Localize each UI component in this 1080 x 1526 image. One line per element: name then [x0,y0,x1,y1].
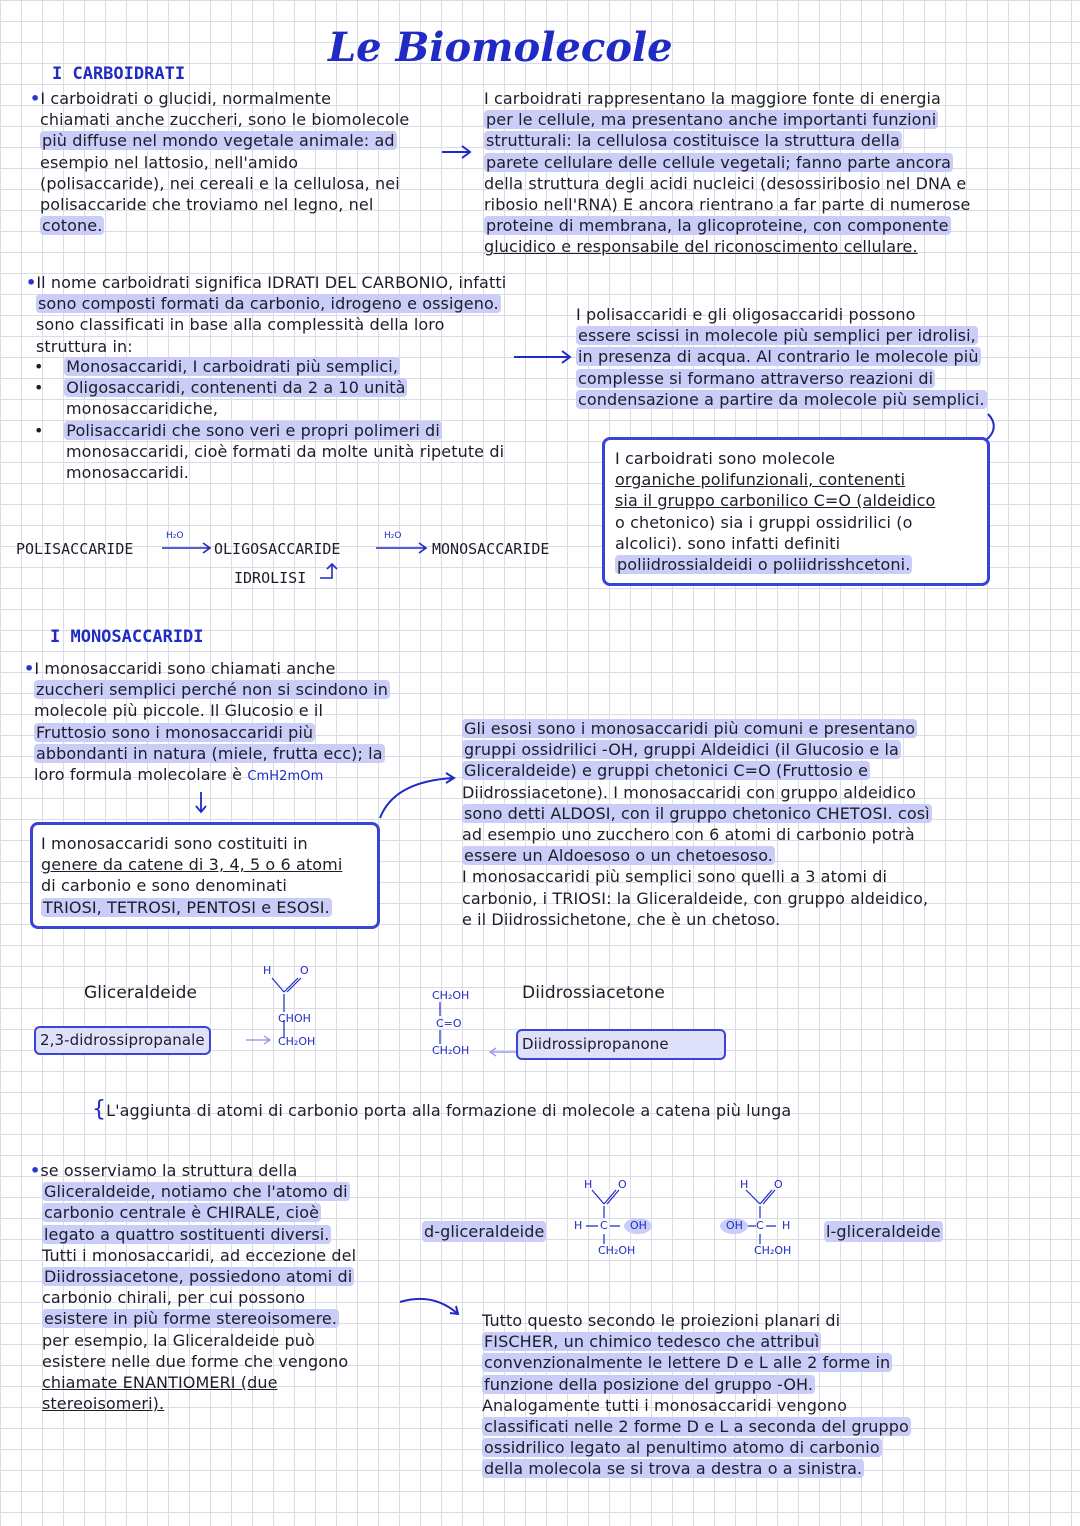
fischer-paragraph [482,1310,1042,1480]
text-line: della struttura degli acidi nucleici (desossiribosio nel DNA e [484,173,967,193]
text-line: strutturali: la cellulosa costituisce la struttura della [486,131,900,151]
text-line: essere un Aldoesoso o un chetoesoso. [464,846,773,866]
atom-label: O [300,964,309,977]
text-line: FISCHER, un chimico tedesco che attribuì [484,1332,820,1352]
water-label: H₂O [166,531,184,541]
text-line: cotone. [42,216,103,236]
text-line: Fruttosio sono i monosaccaridi più [36,722,314,742]
text-line: Gli esosi sono i monosaccaridi più comuni e presentano [464,719,916,738]
list-item-continuation: monosaccaridi, cioè formati da molte unità ripetute di [66,441,505,461]
text-line: stereoisomeri). [42,1394,165,1414]
text-line: I carboidrati o glucidi, normalmente [40,89,332,108]
section-heading-carboidrati: I CARBOIDRATI [52,64,186,84]
text-line: carbonio, i TRIOSI: la Gliceraldeide, con gruppo aldeidico, [462,888,929,908]
atom-label: H [263,964,272,977]
text-line: I monosaccaridi più semplici sono quelli a 3 atomi di [462,867,888,887]
atom-label: H [782,1219,791,1232]
l-gliceraldeide-structure [720,1176,820,1266]
atom-label: O [774,1178,783,1191]
arrow-right-icon [374,540,430,556]
atom-label: O [618,1178,627,1191]
diidrossiacetone-label: Diidrossiacetone [522,983,665,1003]
text-line: abbondanti in natura (miele, frutta ecc); la [36,743,383,763]
arrow-right-icon [512,347,574,367]
mono-chain-box [30,822,380,929]
list-item: • Oligosaccaridi, contenenti da 2 a 10 unità [34,378,406,398]
text-line: alcolici). sono infatti definiti [615,533,841,553]
text-line: se osserviamo la struttura della [40,1161,298,1180]
arrow-up-icon [318,560,342,582]
carb-classification-paragraph: •Il nome carboidrati significa IDRATI DEL CARBONIO, infatti sono composti formati da carbonio, idrogeno e ossigeno. sono classificati in base alla complessità della loro struttura in: [26,272,586,357]
text-line: ad esempio uno zucchero con 6 atomi di carbonio potrà [462,825,915,845]
atom-label: CH₂OH [432,989,470,1002]
text-line: TRIOSI, TETROSI, PENTOSI e ESOSI. [43,897,330,917]
text-line: Gliceraldeide, notiamo che l'atomo di [44,1182,348,1202]
text-line: genere da catene di 3, 4, 5 o 6 atomi [41,855,343,875]
gliceraldeide-label: Gliceraldeide [84,983,198,1003]
text-line: parete cellulare delle cellule vegetali; fanno parte ancora [486,152,952,172]
atom-label: OH [726,1219,743,1232]
atom-label: C [600,1219,608,1232]
atom-label: CHOH [278,1012,311,1025]
flow-monosaccaride: MONOSACCARIDE [432,540,550,558]
text-line: convenzionalmente le lettere D e L alle 2 forme in [484,1353,891,1373]
text-line: ossidrilico legato al penultimo atomo di carbonio [484,1438,880,1458]
curved-arrow-icon [376,772,460,822]
text-line: complesse si formano attraverso reazioni di [578,368,934,388]
arrow-right-icon [160,540,214,556]
section-heading-monosaccaridi: I MONOSACCARIDI [50,627,204,647]
atom-label: H [740,1178,749,1191]
text-line: legato a quattro sostituenti diversi. [44,1224,330,1244]
text-line: esistere in più forme stereoisomere. [44,1309,338,1329]
text-line: (polisaccaride), nei cereali e la cellulosa, nei [40,173,400,193]
text-line: funzione della posizione del gruppo -OH. [484,1374,814,1394]
text-line: I polisaccaridi e gli oligosaccaridi possono [576,305,916,324]
text-line: Diidrossiacetone). I monosaccaridi con gruppo aldeidico [462,782,917,802]
text-line: Tutti i monosaccaridi, ad eccezione del [42,1245,357,1265]
flow-oligosaccaride: OLIGOSACCARIDE [214,540,341,558]
atom-label: CH₂OH [598,1244,636,1257]
text-line: più diffuse nel mondo vegetale animale: ad [42,131,395,151]
text-line: polisaccaride che troviamo nel legno, nel [40,195,374,215]
text-line: sono composti formati da carbonio, idrogeno e ossigeno. [38,294,499,314]
text-line: condensazione a partire da molecole più semplici. [578,389,985,409]
text-line: I monosaccaridi sono costituiti in [41,834,308,853]
atom-label: CH₂OH [278,1035,316,1048]
text-line: Il nome carboidrati significa IDRATI DEL CARBONIO, infatti [36,273,507,292]
atom-label: H [584,1178,593,1191]
atom-label: H [574,1219,583,1232]
chirality-paragraph: •se osserviamo la struttura della Gliceraldeide, notiamo che l'atomo di carbonio centrale è CHIRALE, cioè legato a quattro sostituenti diversi. Tutti i monosaccaridi, ad eccezione del Diidrossiacetone, possiedono atomi di carbonio chirali, per cui possono esistere in più forme stereoisomere. per esempio, la Gliceraldeide può esistere nelle due forme che vengono chiamate ENANTIOMERI (due stereoisomeri). [30,1160,410,1414]
text-line: carbonio chirali, per cui possono [42,1288,306,1308]
text-line: sono classificati in base alla complessità della loro [36,315,445,335]
text-line: chiamate ENANTIOMERI (due [42,1373,278,1393]
gliceraldeide-iupac-label: 2,3-didrossipropanale [34,1026,211,1055]
atom-label: C=O [436,1017,462,1030]
text-line: carbonio centrale è CHIRALE, cioè [44,1203,320,1223]
text-line: in presenza di acqua. Al contrario le molecole più [578,347,979,367]
text-line: Diidrossiacetone, possiedono atomi di [44,1267,353,1287]
mono-intro-paragraph: •I monosaccaridi sono chiamati anche zuccheri semplici perché non si scindono in molecole più piccole. Il Glucosio e il Fruttosio sono i monosaccaridi più abbondanti in natura (miele, frutta ecc); la loro formula molecolare è CmH2mOm [24,658,444,787]
d-gliceraldeide-structure [570,1176,670,1266]
carb-type-list [34,356,574,483]
atom-label: CH₂OH [432,1044,470,1057]
flow-polisaccaride: POLISACCARIDE [16,540,134,558]
polyfunctional-definition-box [602,437,990,586]
text-line: I carboidrati sono molecole [615,449,836,468]
d-gliceraldeide-label: d-gliceraldeide [424,1222,545,1241]
atom-label: C [756,1219,764,1232]
text-line: sia il gruppo carbonilico C=O (aldeidico [615,491,936,511]
molecular-formula: CmH2mOm [247,769,324,785]
text-line: Analogamente tutti i monosaccaridi vengono [482,1395,847,1415]
text-line: ribosio nell'RNA) E ancora rientrano a far parte di numerose [484,195,971,215]
note-text: L'aggiunta di atomi di carbonio porta alla formazione di molecole a catena più lunga [106,1101,792,1120]
text-line: poliidrossialdeidi o poliidrisshcetoni. [617,555,911,575]
arrow-left-icon [486,1044,518,1060]
carb-intro-paragraph: •I carboidrati o glucidi, normalmente chiamati anche zuccheri, sono le biomolecole più diffuse nel mondo vegetale animale: ad esempio nel lattosio, nell'amido (polisaccaride), nei cereali e la cellulosa, nei polisaccaride che troviamo nel legno, nel cotone. [30,88,450,236]
arrow-right-icon [440,142,474,162]
curved-arrow-icon [396,1294,466,1324]
text-line: I monosaccaridi sono chiamati anche [34,659,336,678]
page-title: Le Biomolecole [328,24,673,71]
atom-label: OH [630,1219,647,1232]
text-line: per esempio, la Gliceraldeide può [42,1330,315,1350]
text-line: classificati nelle 2 forme D e L a seconda del gruppo [484,1417,909,1437]
text-line: molecole più piccole. Il Glucosio e il [34,701,323,721]
water-label: H₂O [384,531,402,541]
l-gliceraldeide-label: l-gliceraldeide [826,1222,941,1241]
text-line: glucidico e responsabile del riconoscimento cellulare. [484,237,918,257]
diidrossiacetone-iupac-label: Diidrossipropanone [516,1029,726,1060]
text-line: di carbonio e sono denominati [41,876,287,896]
text-line: della molecola se si trova a destra o a sinistra. [484,1459,863,1479]
flow-idrolisi: IDROLISI [234,569,307,587]
text-line: struttura in: [36,336,133,356]
text-line: chiamati anche zuccheri, sono le biomolecole [40,110,410,130]
esosi-paragraph [462,718,1052,930]
text-line: per le cellule, ma presentano anche importanti funzioni [486,110,937,130]
text-line: Gliceraldeide) e gruppi chetonici C=O (Fruttosio e [464,761,869,781]
text-line: proteine di membrana, la glicoproteine, con componente [486,216,949,236]
text-line: organiche polifunzionali, contenenti [615,470,906,490]
text-line: o chetonico) sia i gruppi ossidrilici (o [615,512,913,532]
text-line: gruppi ossidrilici -OH, gruppi Aldeidici (il Glucosio e la [464,740,899,760]
text-line: esempio nel lattosio, nell'amido [40,152,299,172]
arrow-down-icon [192,790,210,816]
text-line: essere scissi in molecole più semplici per idrolisi, [578,326,976,346]
list-item: • Polisaccaridi che sono veri e propri polimeri di [34,420,440,440]
text-line: zuccheri semplici perché non si scindono in [36,680,389,700]
list-item: • Monosaccaridi, I carboidrati più semplici, [34,357,399,376]
text-line: I carboidrati rappresentano la maggiore fonte di energia [484,89,941,108]
chain-length-note: {L'aggiunta di atomi di carbonio porta alla formazione di molecole a catena più lunga [92,1097,792,1122]
list-item-continuation: monosaccaridiche, [66,399,219,419]
carb-function-paragraph [484,88,1044,258]
text-line: sono detti ALDOSI, con il gruppo chetonico CHETOSI. così [464,803,930,823]
text-line: e il Diidrossichetone, che è un chetoso. [462,909,781,929]
gliceraldeide-structure [260,962,340,1054]
list-item-continuation: monosaccaridi. [66,463,189,483]
atom-label: CH₂OH [754,1244,792,1257]
text-line: loro formula molecolare è [34,765,243,785]
hydrolysis-paragraph [576,304,1046,410]
text-line: Tutto questo secondo le proiezioni planari di [482,1311,841,1330]
text-line: esistere nelle due forme che vengono [42,1351,349,1371]
